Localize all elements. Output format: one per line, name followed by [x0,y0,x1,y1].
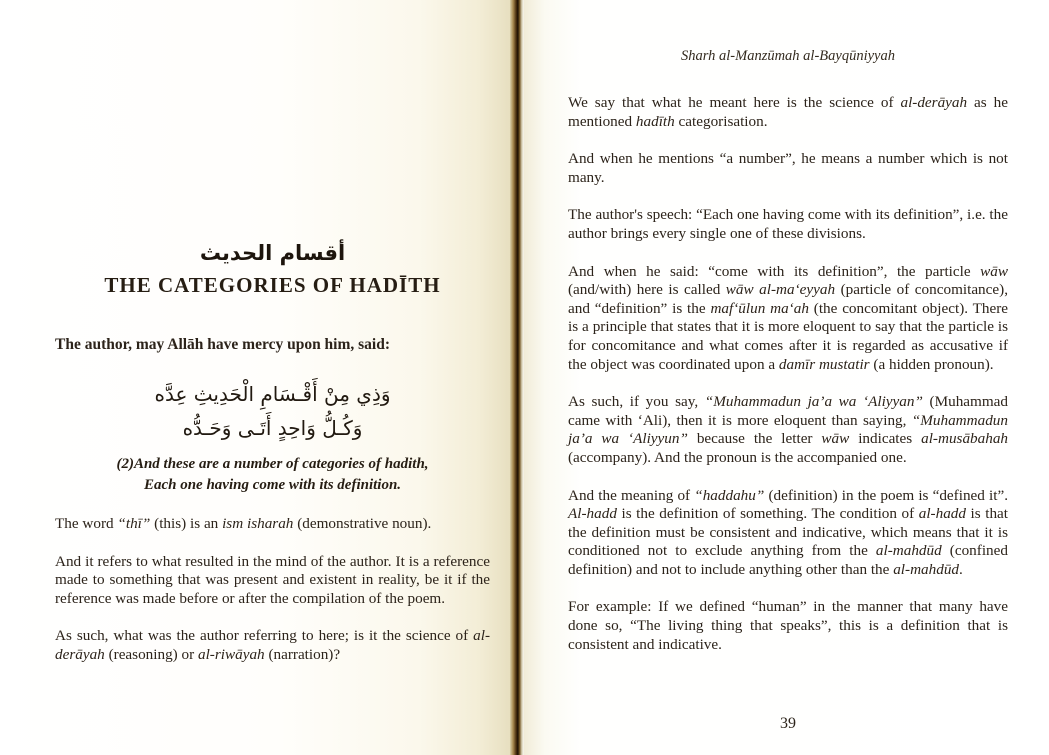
book-spine-gutter [510,0,524,755]
author-intro-line: The author, may Allāh have mercy upon him, said: [55,336,391,353]
verse-arabic [55,377,490,445]
verse-translation-line-1: (2)And these are a number of categories of hadith, [116,456,429,472]
paragraph: We say that what he meant here is the science of al-derāyah as he mentioned hadīth categorisation. [568,94,1008,130]
page-right [524,0,1049,755]
paragraph: For example: If we defined “human” in the manner that many have done so, “The living thing that speaks”, this is a definition that is consistent and indicative. [568,598,1008,653]
paragraph: The author's speech: “Each one having come with its definition”, i.e. the author brings every single one of these divisions. [568,206,1008,242]
verse-translation-line-2: Each one having come with its definition. [143,477,402,493]
right-body-text [568,94,1008,654]
chapter-title-arabic: أقسام الحديث [199,241,346,265]
page-left [0,0,510,755]
paragraph: The word “thī” (this) is an ism isharah (demonstrative noun). [55,515,432,532]
left-body-text [55,515,490,665]
verse-arabic-line-1: وَذِي مِنْ أَقْـسَامِ الْحَدِيثِ عِدَّه [154,382,391,406]
paragraph: And it refers to what resulted in the mind of the author. It is a reference made to something that was present and existent in reality, be it if the reference was made before or after the compilation of the poem. [55,552,490,607]
running-header: Sharh al-Manzūmah al-Bayqūniyyah [681,48,895,64]
paragraph: And when he mentions “a number”, he means a number which is not many. [568,150,1008,186]
verse-translation [55,454,490,496]
page-number: 39 [780,715,796,732]
paragraph: As such, if you say, “Muhammadun ja’a wa ‘Aliyyan” (Muhammad came with ‘Ali), then it is more eloquent than saying, “Muhammadun ja’a wa ‘Aliyyun” because the letter wāw indicates al-musābahah (accompany). And the pronoun is the accompanied one. [568,393,1009,466]
chapter-title-english: THE CATEGORIES OF HADĪTH [104,273,441,297]
paragraph: And the meaning of “haddahu” (definition) in the poem is “defined it”. Al-hadd is the definition of something. The condition of al-hadd is that the definition must be consistent and indicative, which means that it is conditioned not to exclude anything from the al-mahdūd (confined definition) and not to include anything other than the al-mahdūd. [568,486,1008,578]
paragraph: And when he said: “come with its definition”, the particle wāw (and/with) here is called wāw al-ma‘eyyah (particle of concomitance), and “definition” is the maf‘ūlun ma‘ah (the concomitant object). There is a principle that states that it is more eloquent to say that the particle is for concomitance and what comes after it is regarded as accusative if the object was coordinated upon a damīr mustatir (a hidden pronoun). [568,262,1009,373]
paragraph: As such, what was the author referring to here; is it the science of al-derāyah (reasoning) or al-riwāyah (narration)? [55,627,490,663]
verse-arabic-line-2: وَكُـلُّ وَاحِدٍ أَتَـى وَحَـدُّه [182,416,363,440]
